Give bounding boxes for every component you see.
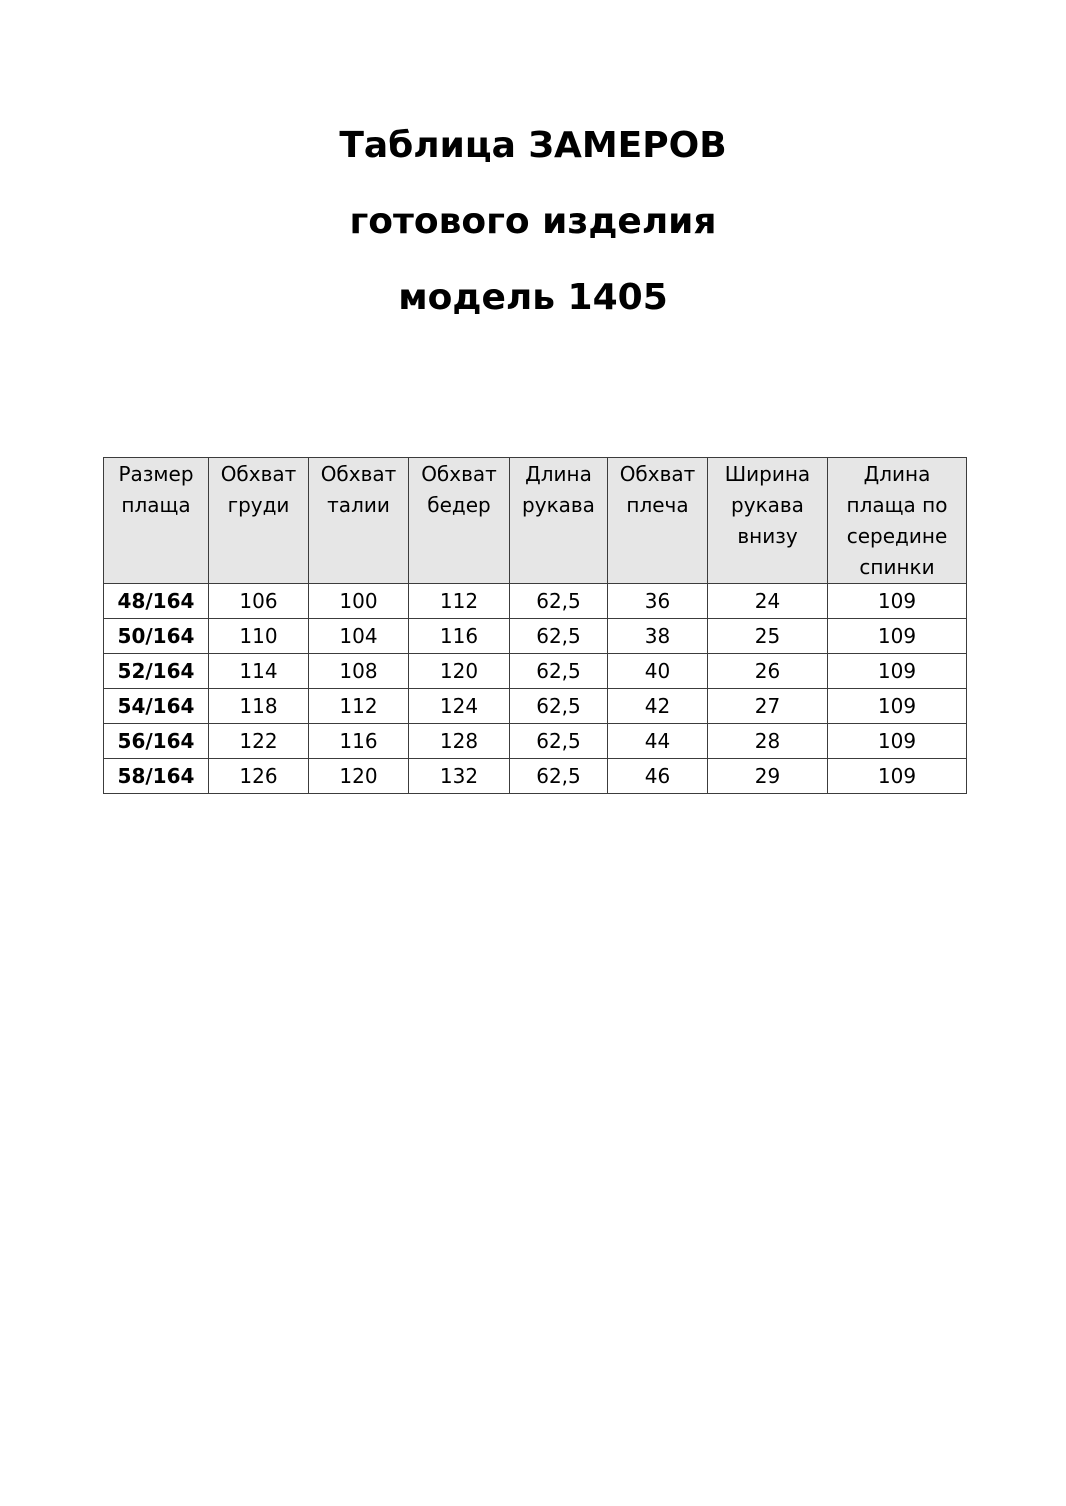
- hips-cell: 120: [409, 654, 510, 689]
- header-text: рукава: [731, 493, 804, 517]
- header-waist: [309, 458, 409, 584]
- upper-arm-cell: 44: [608, 724, 708, 759]
- size-cell: 50/164: [104, 619, 209, 654]
- header-text: Обхват: [619, 462, 696, 486]
- table-row: [104, 619, 967, 654]
- chest-cell: 114: [209, 654, 309, 689]
- upper-arm-cell: 46: [608, 759, 708, 794]
- coat-length-cell: 109: [828, 654, 967, 689]
- header-text: Размер: [118, 462, 194, 486]
- header-chest: [209, 458, 309, 584]
- header-upper-arm: [608, 458, 708, 584]
- coat-length-cell: 109: [828, 689, 967, 724]
- hips-cell: 124: [409, 689, 510, 724]
- measurements-table: [103, 457, 967, 794]
- header-text: Длина: [525, 462, 592, 486]
- header-text: середине: [846, 524, 948, 548]
- coat-length-cell: 109: [828, 759, 967, 794]
- title-line-1: Таблица ЗАМЕРОВ: [339, 125, 727, 166]
- table-row: [104, 759, 967, 794]
- sleeve-length-cell: 62,5: [510, 654, 608, 689]
- size-cell: 54/164: [104, 689, 209, 724]
- header-coat-length: [828, 458, 967, 584]
- header-text: талии: [327, 493, 390, 517]
- hips-cell: 112: [409, 584, 510, 619]
- header-sleeve-width: [708, 458, 828, 584]
- header-text: плаща: [121, 493, 191, 517]
- chest-cell: 106: [209, 584, 309, 619]
- waist-cell: 112: [309, 689, 409, 724]
- sleeve-length-cell: 62,5: [510, 689, 608, 724]
- upper-arm-cell: 38: [608, 619, 708, 654]
- table-row: [104, 584, 967, 619]
- header-text: Обхват: [421, 462, 497, 486]
- upper-arm-cell: 40: [608, 654, 708, 689]
- header-text: груди: [227, 493, 290, 517]
- sleeve-width-cell: 29: [708, 759, 828, 794]
- waist-cell: 116: [309, 724, 409, 759]
- table-row: [104, 654, 967, 689]
- hips-cell: 132: [409, 759, 510, 794]
- sleeve-length-cell: 62,5: [510, 759, 608, 794]
- header-hips: [409, 458, 510, 584]
- sleeve-width-cell: 28: [708, 724, 828, 759]
- size-cell: 52/164: [104, 654, 209, 689]
- sleeve-width-cell: 25: [708, 619, 828, 654]
- coat-length-cell: 109: [828, 724, 967, 759]
- sleeve-width-cell: 26: [708, 654, 828, 689]
- sleeve-width-cell: 24: [708, 584, 828, 619]
- title-line-3: модель 1405: [398, 277, 668, 318]
- chest-cell: 110: [209, 619, 309, 654]
- waist-cell: 104: [309, 619, 409, 654]
- header-text: Длина: [863, 462, 931, 486]
- chest-cell: 122: [209, 724, 309, 759]
- table-row: [104, 689, 967, 724]
- title-line-2: готового изделия: [349, 201, 717, 242]
- header-text: плаща по: [846, 493, 948, 517]
- header-text: бедер: [427, 493, 491, 517]
- coat-length-cell: 109: [828, 619, 967, 654]
- upper-arm-cell: 36: [608, 584, 708, 619]
- upper-arm-cell: 42: [608, 689, 708, 724]
- header-text: плеча: [626, 493, 689, 517]
- hips-cell: 116: [409, 619, 510, 654]
- size-cell: 58/164: [104, 759, 209, 794]
- waist-cell: 108: [309, 654, 409, 689]
- sleeve-width-cell: 27: [708, 689, 828, 724]
- header-text: Обхват: [220, 462, 297, 486]
- hips-cell: 128: [409, 724, 510, 759]
- header-text: внизу: [737, 524, 798, 548]
- sleeve-length-cell: 62,5: [510, 584, 608, 619]
- header-sleeve-length: [510, 458, 608, 584]
- sleeve-length-cell: 62,5: [510, 619, 608, 654]
- header-text: Обхват: [320, 462, 397, 486]
- header-text: рукава: [522, 493, 595, 517]
- chest-cell: 126: [209, 759, 309, 794]
- waist-cell: 120: [309, 759, 409, 794]
- chest-cell: 118: [209, 689, 309, 724]
- document-title: [0, 125, 1066, 318]
- header-text: Ширина: [724, 462, 811, 486]
- header-text: спинки: [859, 555, 935, 579]
- table-header-row: [104, 458, 967, 584]
- header-size: [104, 458, 209, 584]
- table-row: [104, 724, 967, 759]
- size-cell: 48/164: [104, 584, 209, 619]
- sleeve-length-cell: 62,5: [510, 724, 608, 759]
- coat-length-cell: 109: [828, 584, 967, 619]
- size-cell: 56/164: [104, 724, 209, 759]
- waist-cell: 100: [309, 584, 409, 619]
